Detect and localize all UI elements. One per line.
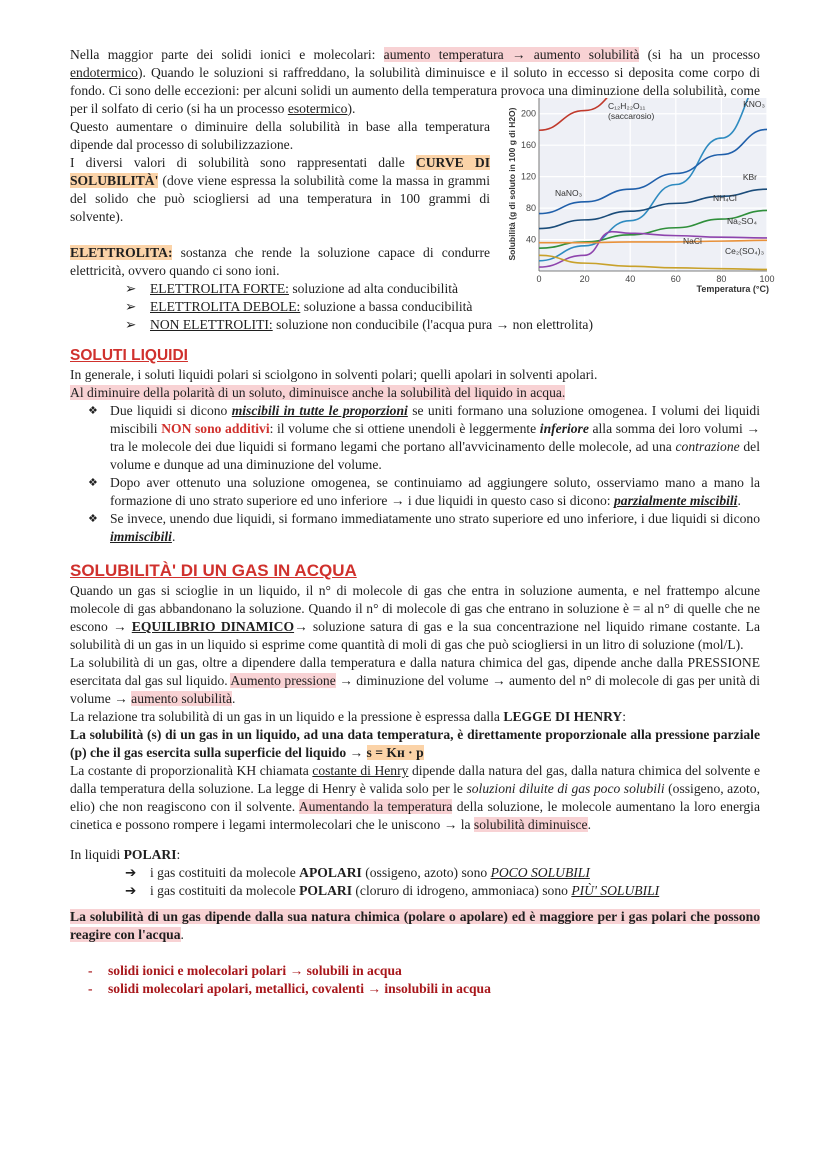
term-curve-solubilita: CURVE DI SOLUBILITÀ' [70, 155, 491, 188]
list-item: ❖ Se invece, unendo due liquidi, si formano immediatamente uno strato superiore ed uno inferiore, i due liquidi si dicono immiscibili. [88, 511, 760, 544]
soluti-list [70, 402, 760, 546]
list-item: ➢ ELETTROLITA FORTE: soluzione ad alta conducibilità [125, 281, 459, 296]
section-title-soluti-liquidi: SOLUTI LIQUIDI [70, 347, 188, 364]
polar-intro: In liquidi POLARI: [70, 847, 181, 862]
polar-list [70, 864, 760, 900]
y-tick-label: 200 [520, 108, 536, 119]
gas-paragraph-2: La solubilità di un gas, oltre a dipendere dalla temperatura e dalla natura chimica del gas, dipende anche dalla PRESSIONE esercitata dal gas sul liquido. Aumento pressione → diminuzione del volume → aumento del n° di molecole di gas per unità di volume → aumento solubilità. [70, 655, 760, 706]
x-tick-label: 0 [536, 274, 542, 284]
gas-paragraph-3: La relazione tra solubilità di un gas in un liquido e la pressione è espressa dalla LEGGE DI HENRY: [70, 709, 627, 724]
series-label: NaCl [683, 236, 702, 246]
series-label: (saccarosio) [608, 111, 655, 121]
intro-paragraph-3: I diversi valori di solubilità sono rappresentati dalle CURVE DI SOLUBILITÀ' (dove viene espressa la solubilità come la massa in grammi del solido che può sciogliersi ad una temperatura in 100 grammi di solvente). [70, 155, 491, 224]
soluti-paragraph-1: In generale, i soluti liquidi polari si sciolgono in solventi polari; quelli apolari in solventi apolari. [70, 367, 598, 382]
series-label: Ce₂(SO₄)₃ [725, 246, 765, 256]
intro-paragraph-2: Questo aumentare o diminuire della solubilità in base alla temperatura dipende dal processo di solubilizzazione. [70, 119, 490, 152]
x-tick-label: 20 [579, 274, 590, 284]
y-tick-label: 40 [525, 234, 536, 245]
term-endotermico: endotermico [70, 65, 138, 80]
y-tick-label: 120 [520, 171, 536, 182]
y-tick-label: 160 [520, 140, 536, 151]
elettrolita-definition: ELETTROLITA: sostanza che rende la soluzione capace di condurre elettricità, ovvero quando ci sono ioni. [70, 245, 490, 278]
list-item: - solidi molecolari apolari, metallici, covalenti → insolubili in acqua [88, 981, 491, 996]
term-esotermico: esotermico [287, 101, 348, 116]
list-item: ➢ ELETTROLITA DEBOLE: soluzione a bassa conducibilità [125, 299, 473, 314]
solubility-chart [503, 96, 779, 296]
term-equilibrio-dinamico: EQUILIBRIO DINAMICO [131, 619, 295, 634]
henry-formula: s = Kʜ · p [366, 745, 424, 760]
summary-list [70, 962, 760, 998]
y-axis-label: Solubilità (g di soluto in 100 g di H2O) [507, 107, 517, 261]
term-non-additivi: NON sono additivi [161, 421, 270, 436]
list-item: ❖ Due liquidi si dicono miscibili in tutte le proporzioni se uniti formano una soluzione omogenea. I volumi dei liquidi miscibili NON sono additivi: il volume che si ottiene unendoli è leggermente inferiore alla somma dei loro volumi → tra le molecole dei due liquidi si formano legami che portano all'avvicinamento delle molecole, ad una contrazione del volume e dunque ad una diminuzione del volume. [88, 403, 760, 472]
x-tick-label: 100 [759, 274, 775, 284]
series-label: NaNO₃ [555, 188, 583, 198]
series-label: KNO₃ [743, 99, 765, 109]
series-label: C₁₂H₂₂O₁₁ [608, 101, 646, 111]
list-item: ❖ Dopo aver ottenuto una soluzione omogenea, se continuiamo ad aggiungere soluto, osserviamo mano a mano la formazione di uno strato superiore ed uno inferiore → i due liquidi in questo caso si dicono: parzialmente miscibili. [88, 475, 760, 508]
section-title-gas: SOLUBILITÀ' DI UN GAS IN ACQUA [70, 561, 357, 580]
highlight-temp-solubility: aumento temperatura → aumento solubilità [383, 47, 640, 62]
list-item: ➢ NON ELETTROLITI: soluzione non conducibile (l'acqua pura → non elettrolita) [125, 317, 593, 332]
series-label: KBr [742, 172, 757, 182]
series-label: Na₂SO₄ [727, 216, 757, 226]
x-tick-label: 80 [716, 274, 727, 284]
series-label: NH₄Cl [713, 193, 737, 203]
list-item: - solidi ionici e molecolari polari → solubili in acqua [88, 963, 402, 978]
list-item: ➔ i gas costituiti da molecole POLARI (cloruro di idrogeno, ammoniaca) sono PIÙ' SOLUBILI [125, 883, 660, 898]
soluti-paragraph-2: Al diminuire della polarità di un soluto, diminuisce anche la solubilità del liquido in acqua. [70, 385, 566, 400]
henry-law: La solubilità (s) di un gas in un liquido, ad una data temperatura, è direttamente proporzionale alla pressione parziale (p) che il gas esercita sulla superficie del liquido → s = Kʜ · p [70, 727, 760, 760]
intro-paragraph: Nella maggior parte dei solidi ionici e molecolari: aumento temperatura → aumento solubilità (si ha un processo endotermico). Quando le soluzioni si raffreddano, la solubilità diminuisce e il soluto in eccesso si deposita come corpo di fondo. Ci sono delle eccezioni: per alcuni solidi un aumento della temperatura provoca una diminuzione della solubilità, come per il solfato di cerio (si ha un processo esotermico). [70, 47, 760, 116]
x-tick-label: 60 [670, 274, 681, 284]
y-tick-label: 80 [525, 203, 536, 214]
term-elettrolita: ELETTROLITA: [70, 245, 173, 260]
x-axis-label: Temperatura (°C) [696, 284, 769, 294]
list-item: ➔ i gas costituiti da molecole APOLARI (ossigeno, azoto) sono POCO SOLUBILI [125, 865, 590, 880]
x-tick-label: 40 [625, 274, 636, 284]
gas-paragraph-1: Quando un gas si scioglie in un liquido, il n° di molecole di gas che entra in soluzione aumenta, e nel frattempo alcune molecole di gas abbandonano la soluzione. Quando il n° di molecole di gas che entrano in soluzione è = al n° di quelle che ne escono → EQUILIBRIO DINAMICO→ soluzione satura di gas e la sua concentrazione nel liquido rimane costante. La solubilità di un gas in un liquido si esprime come quantità di moli di gas che può sciogliersi in un litro di soluzione (mol/L). [70, 583, 760, 652]
term-legge-henry: LEGGE DI HENRY [503, 709, 623, 724]
gas-conclusion: La solubilità di un gas dipende dalla sua natura chimica (polare o apolare) ed è maggiore per i gas polari che possono reagire con l'acqua. [70, 909, 760, 942]
gas-paragraph-4: La costante di proporzionalità KH chiamata costante di Henry dipende dalla natura del gas, dalla natura chimica del solvente e dalla temperatura della soluzione. La legge di Henry è valida solo per le soluzioni diluite di gas poco solubili (ossigeno, azoto, elio) che non reagiscono con il solvente. Aumentando la temperatura della soluzione, le molecole aumentano la loro energia cinetica e possono rompere i legami intermolecolari che le uniscono → la solubilità diminuisce. [70, 763, 760, 832]
